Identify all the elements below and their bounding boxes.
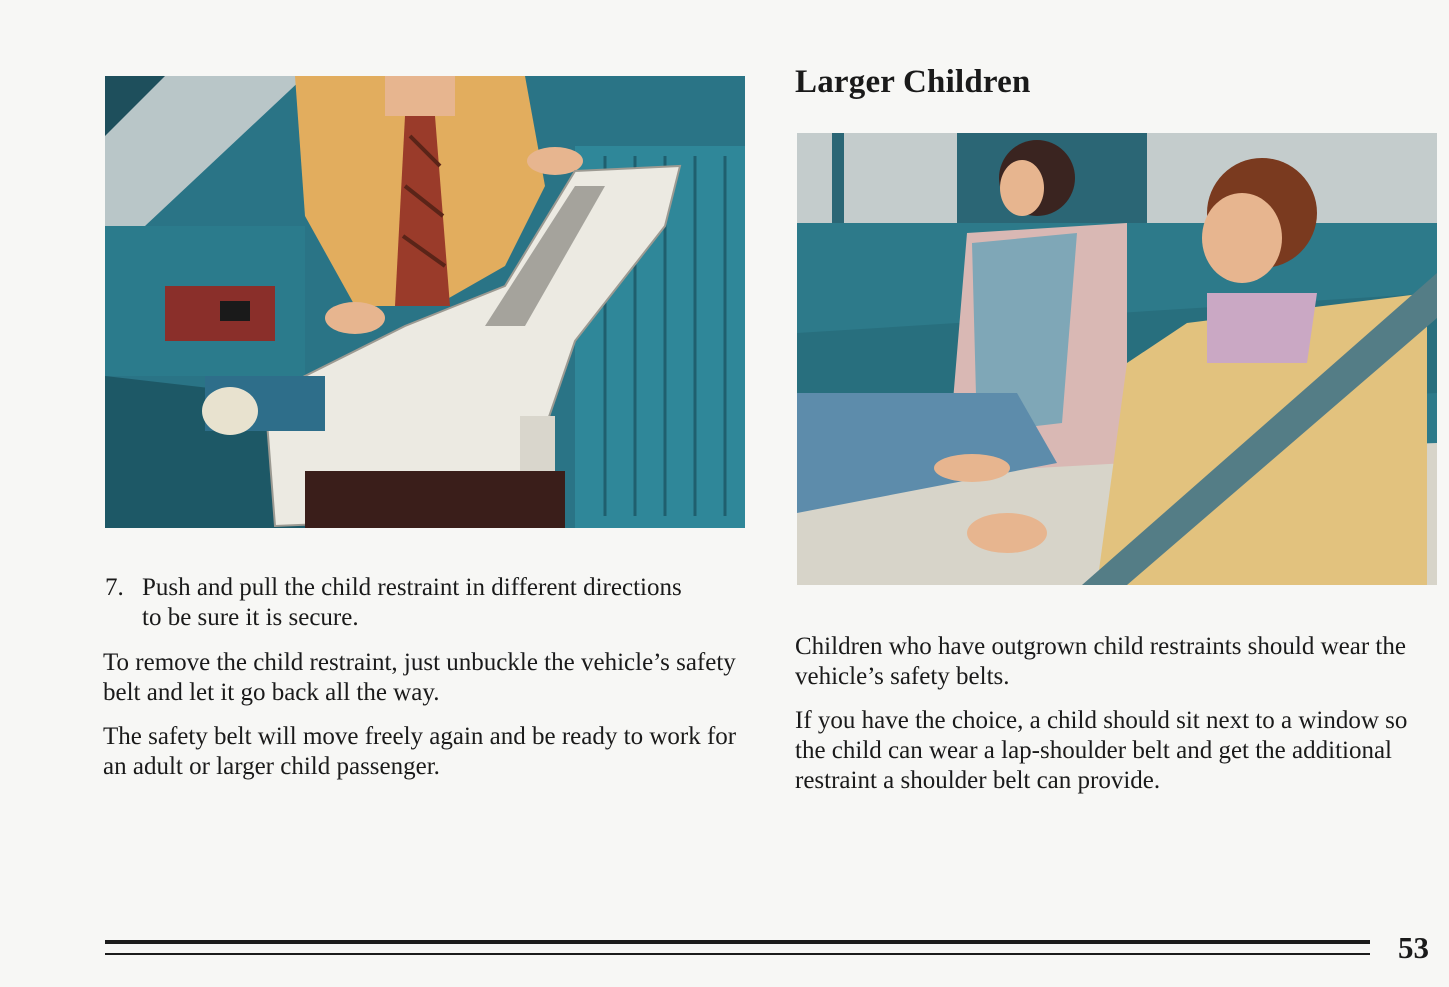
window-seat-paragraph: If you have the choice, a child should sit next to a window so the child can wear a lap-shoulder belt and get the additional restraint a shoulder belt can provide. [795, 707, 1408, 794]
outgrown-restraints-paragraph: Children who have outgrown child restraints should wear the vehicle’s safety belts. [795, 633, 1406, 690]
belt-ready-paragraph: The safety belt will move freely again and be ready to work for an adult or larger child passenger. [103, 723, 737, 780]
child-restraint-illustration [105, 76, 745, 528]
footer-rule-thick [105, 940, 1370, 944]
section-heading: Larger Children [795, 64, 1031, 100]
footer-rule-thin [105, 953, 1370, 955]
page-number: 53 [1398, 930, 1429, 965]
step-number: 7. [105, 574, 124, 601]
larger-children-illustration [797, 133, 1437, 585]
remove-restraint-paragraph: To remove the child restraint, just unbuckle the vehicle’s safety belt and let it go back all the way. [103, 649, 736, 706]
instruction-step-7 [105, 573, 705, 633]
step-text: Push and pull the child restraint in different directions to be sure it is secure. [142, 574, 682, 631]
